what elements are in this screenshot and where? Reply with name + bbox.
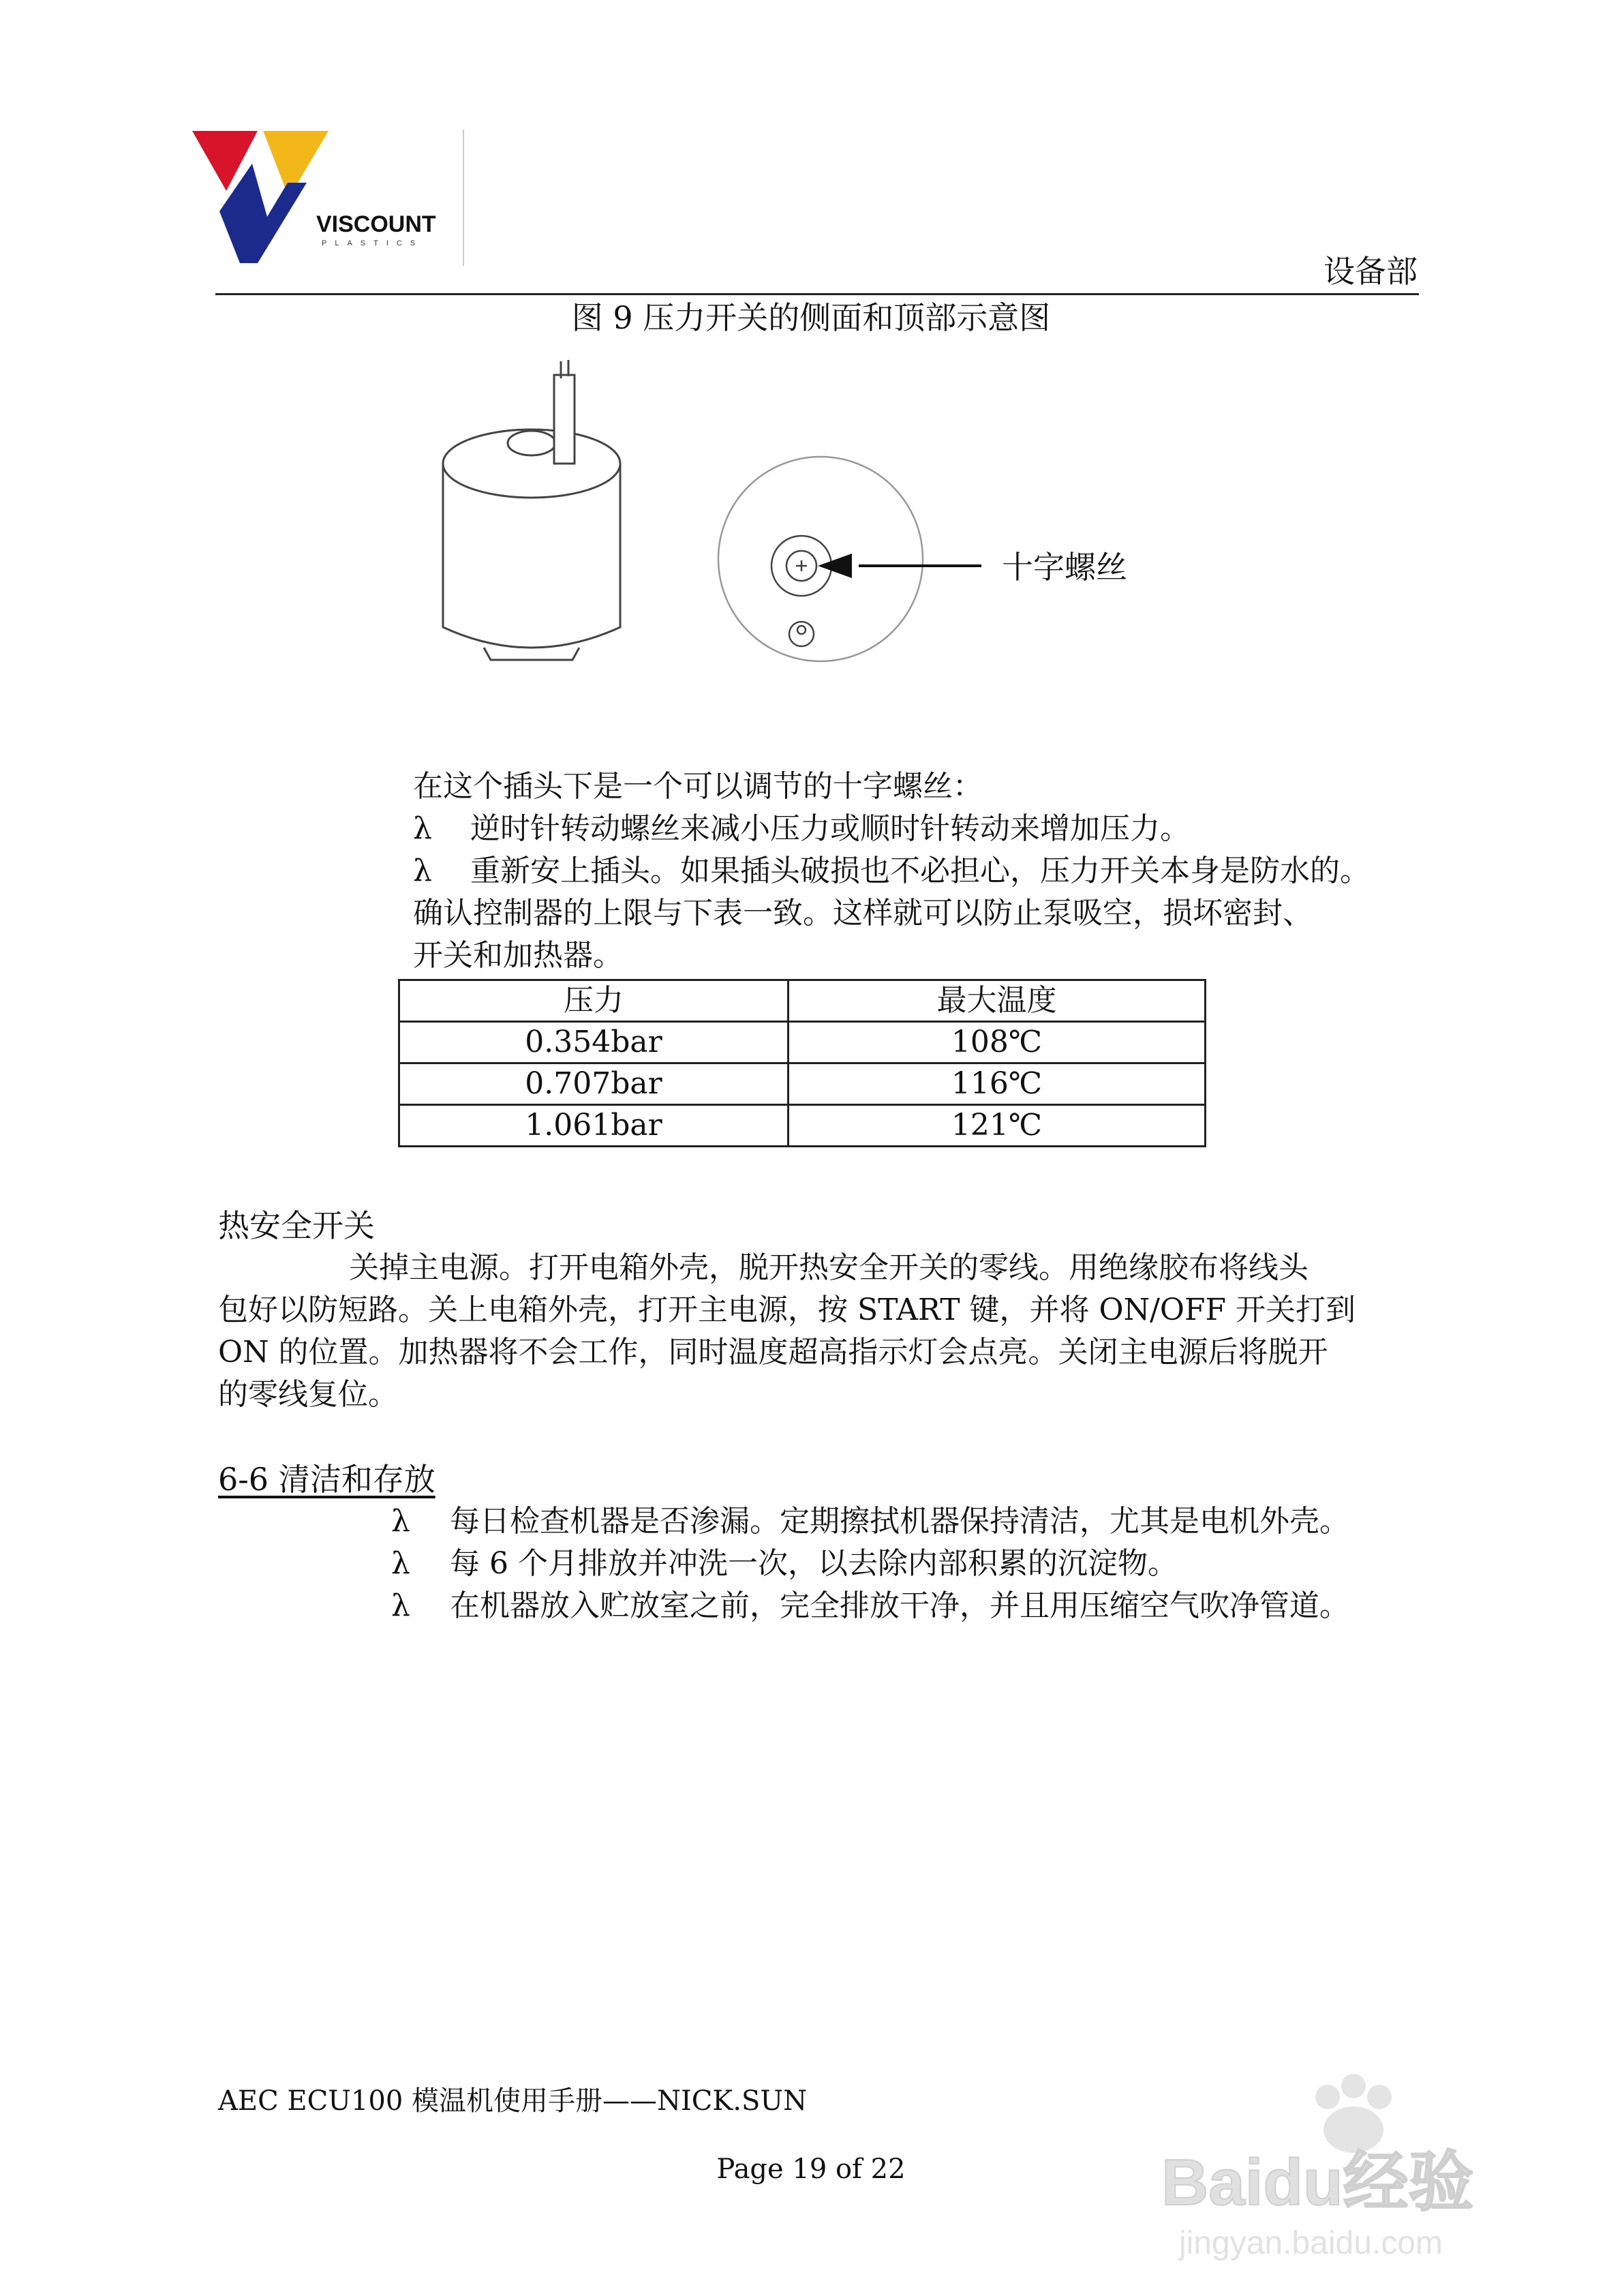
paragraph-line: 包好以防短路。关上电箱外壳，打开主电源，按 START 键，并将 ON/OFF 开关打到 bbox=[218, 1293, 1356, 1327]
table-row bbox=[399, 1105, 1206, 1147]
top-view-drawing bbox=[718, 457, 981, 661]
logo-subtext: PLASTICS bbox=[322, 239, 424, 247]
watermark-brand: Baidu经验 bbox=[1161, 2146, 1474, 2219]
department-label: 设备部 bbox=[1323, 253, 1418, 290]
bullet-symbol: λ bbox=[391, 1588, 410, 1623]
table-header-row bbox=[399, 980, 1206, 1022]
table-header-cell: 最大温度 bbox=[789, 980, 1206, 1022]
confirm-line: 确认控制器的上限与下表一致。这样就可以防止泵吸空，损坏密封、 bbox=[413, 896, 1313, 931]
paragraph-line: ON 的位置。加热器将不会工作，同时温度超高指示灯会点亮。关闭主电源后将脱开 bbox=[218, 1335, 1328, 1370]
side-view-drawing bbox=[443, 360, 620, 660]
baidu-watermark bbox=[1152, 2059, 1533, 2263]
footer-title: AEC ECU100 模温机使用手册——NICK.SUN bbox=[218, 2085, 808, 2117]
paragraph-line: 的零线复位。 bbox=[218, 1377, 398, 1412]
table-cell: 116℃ bbox=[789, 1063, 1206, 1105]
pressure-switch-diagram bbox=[423, 341, 1213, 709]
table-row bbox=[399, 1022, 1206, 1063]
table-cell: 1.061bar bbox=[399, 1105, 789, 1147]
page-number: Page 19 of 22 bbox=[716, 2154, 906, 2185]
callout-cross-screw: 十字螺丝 bbox=[1002, 549, 1127, 586]
section-title-cleaning: 6-6 清洁和存放 bbox=[218, 1461, 435, 1498]
step-text: 逆时针转动螺丝来减小压力或顺时针转动来增加压力。 bbox=[470, 811, 1190, 846]
list-item: 在机器放入贮放室之前，完全排放干净，并且用压缩空气吹净管道。 bbox=[450, 1588, 1349, 1623]
table-row bbox=[399, 1063, 1206, 1105]
figure-caption: 图 9 压力开关的侧面和顶部示意图 bbox=[571, 299, 1051, 336]
bullet-symbol: λ bbox=[391, 1504, 410, 1539]
table-header-cell: 压力 bbox=[399, 980, 789, 1022]
watermark-url: jingyan.baidu.com bbox=[1179, 2225, 1443, 2261]
paragraph-line: 关掉主电源。打开电箱外壳，脱开热安全开关的零线。用绝缘胶布将线头 bbox=[349, 1250, 1309, 1285]
table-cell: 108℃ bbox=[789, 1022, 1206, 1063]
table-cell: 0.707bar bbox=[399, 1063, 789, 1105]
bullet-symbol: λ bbox=[413, 811, 432, 846]
confirm-line: 开关和加热器。 bbox=[413, 938, 623, 973]
bullet-symbol: λ bbox=[413, 854, 432, 888]
viscount-logo bbox=[192, 130, 478, 280]
paw-icon bbox=[1315, 2074, 1392, 2153]
table-cell: 121℃ bbox=[789, 1105, 1206, 1147]
list-item: 每 6 个月排放并冲洗一次，以去除内部积累的沉淀物。 bbox=[450, 1546, 1178, 1581]
header-rule bbox=[215, 293, 1419, 295]
list-item: 每日检查机器是否渗漏。定期擦拭机器保持清洁，尤其是电机外壳。 bbox=[450, 1504, 1349, 1539]
table-cell: 0.354bar bbox=[399, 1022, 789, 1063]
intro-line: 在这个插头下是一个可以调节的十字螺丝： bbox=[413, 769, 983, 804]
bullet-symbol: λ bbox=[391, 1546, 410, 1581]
step-text: 重新安上插头。如果插头破损也不必担心，压力开关本身是防水的。 bbox=[470, 854, 1370, 888]
pressure-temperature-table bbox=[398, 979, 1206, 1147]
section-title-thermal: 热安全开关 bbox=[218, 1207, 375, 1244]
logo-wordmark: VISCOUNT bbox=[316, 211, 436, 237]
